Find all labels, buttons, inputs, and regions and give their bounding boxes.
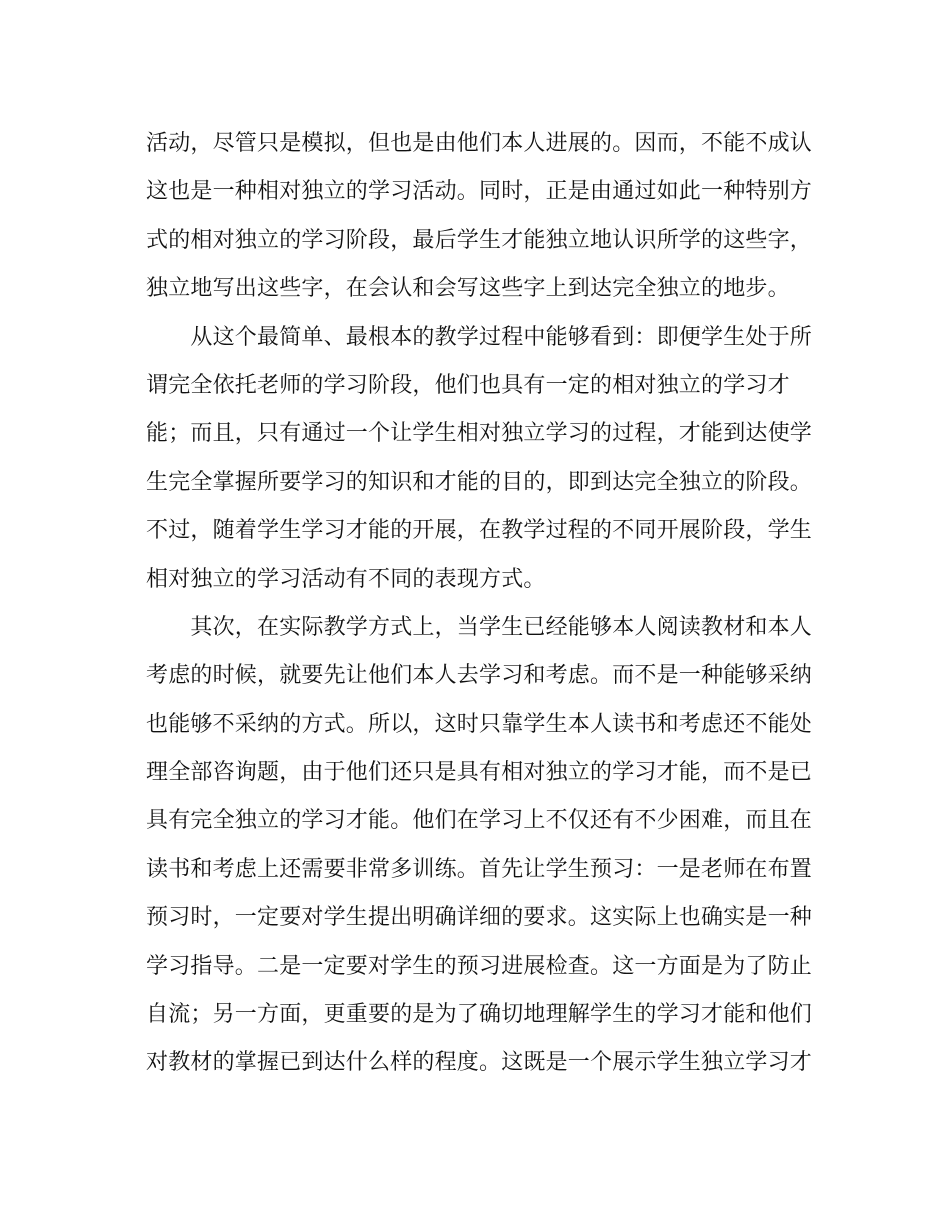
text-line: 自流；另一方面，更重要的是为了确切地理解学生的学习才能和他们 [146,1002,813,1028]
text-line: 这也是一种相对独立的学习活动。同时，正是由通过如此一种特别方 [146,179,813,205]
text-line: 相对独立的学习活动有不同的表现方式。 [146,566,546,592]
text-line: 从这个最简单、最根本的教学过程中能够看到：即便学生处于所 [146,324,813,350]
text-line: 也能够不采纳的方式。所以，这时只靠学生本人读书和考虑还不能处 [146,711,813,737]
text-line: 生完全掌握所要学习的知识和才能的目的，即到达完全独立的阶段。 [146,469,813,495]
body-text [146,120,813,1088]
text-line: 预习时，一定要对学生提出明确详细的要求。这实际上也确实是一种 [146,905,813,931]
text-line: 不过，随着学生学习才能的开展，在教学过程的不同开展阶段，学生 [146,518,813,544]
text-line: 能；而且，只有通过一个让学生相对独立学习的过程，才能到达使学 [146,421,813,447]
text-line: 学习指导。二是一定要对学生的预习进展检查。这一方面是为了防止 [146,953,813,979]
text-line: 式的相对独立的学习阶段，最后学生才能独立地认识所学的这些字， [146,227,813,253]
text-line: 读书和考虑上还需要非常多训练。首先让学生预习：一是老师在布置 [146,856,813,882]
text-line: 具有完全独立的学习才能。他们在学习上不仅还有不少困难，而且在 [146,808,813,834]
text-line: 谓完全依托老师的学习阶段，他们也具有一定的相对独立的学习才 [146,372,790,398]
text-line: 对教材的掌握已到达什么样的程度。这既是一个展示学生独立学习才 [146,1050,813,1076]
text-line: 其次，在实际教学方式上，当学生已经能够本人阅读教材和本人 [146,614,813,640]
text-line: 活动，尽管只是模拟，但也是由他们本人进展的。因而，不能不成认 [146,131,813,156]
text-line: 独立地写出这些字，在会认和会写这些字上到达完全独立的地步。 [146,276,790,302]
text-line: 考虑的时候，就要先让他们本人去学习和考虑。而不是一种能够采纳 [146,663,813,689]
text-line: 理全部咨询题，由于他们还只是具有相对独立的学习才能，而不是已 [146,760,813,786]
